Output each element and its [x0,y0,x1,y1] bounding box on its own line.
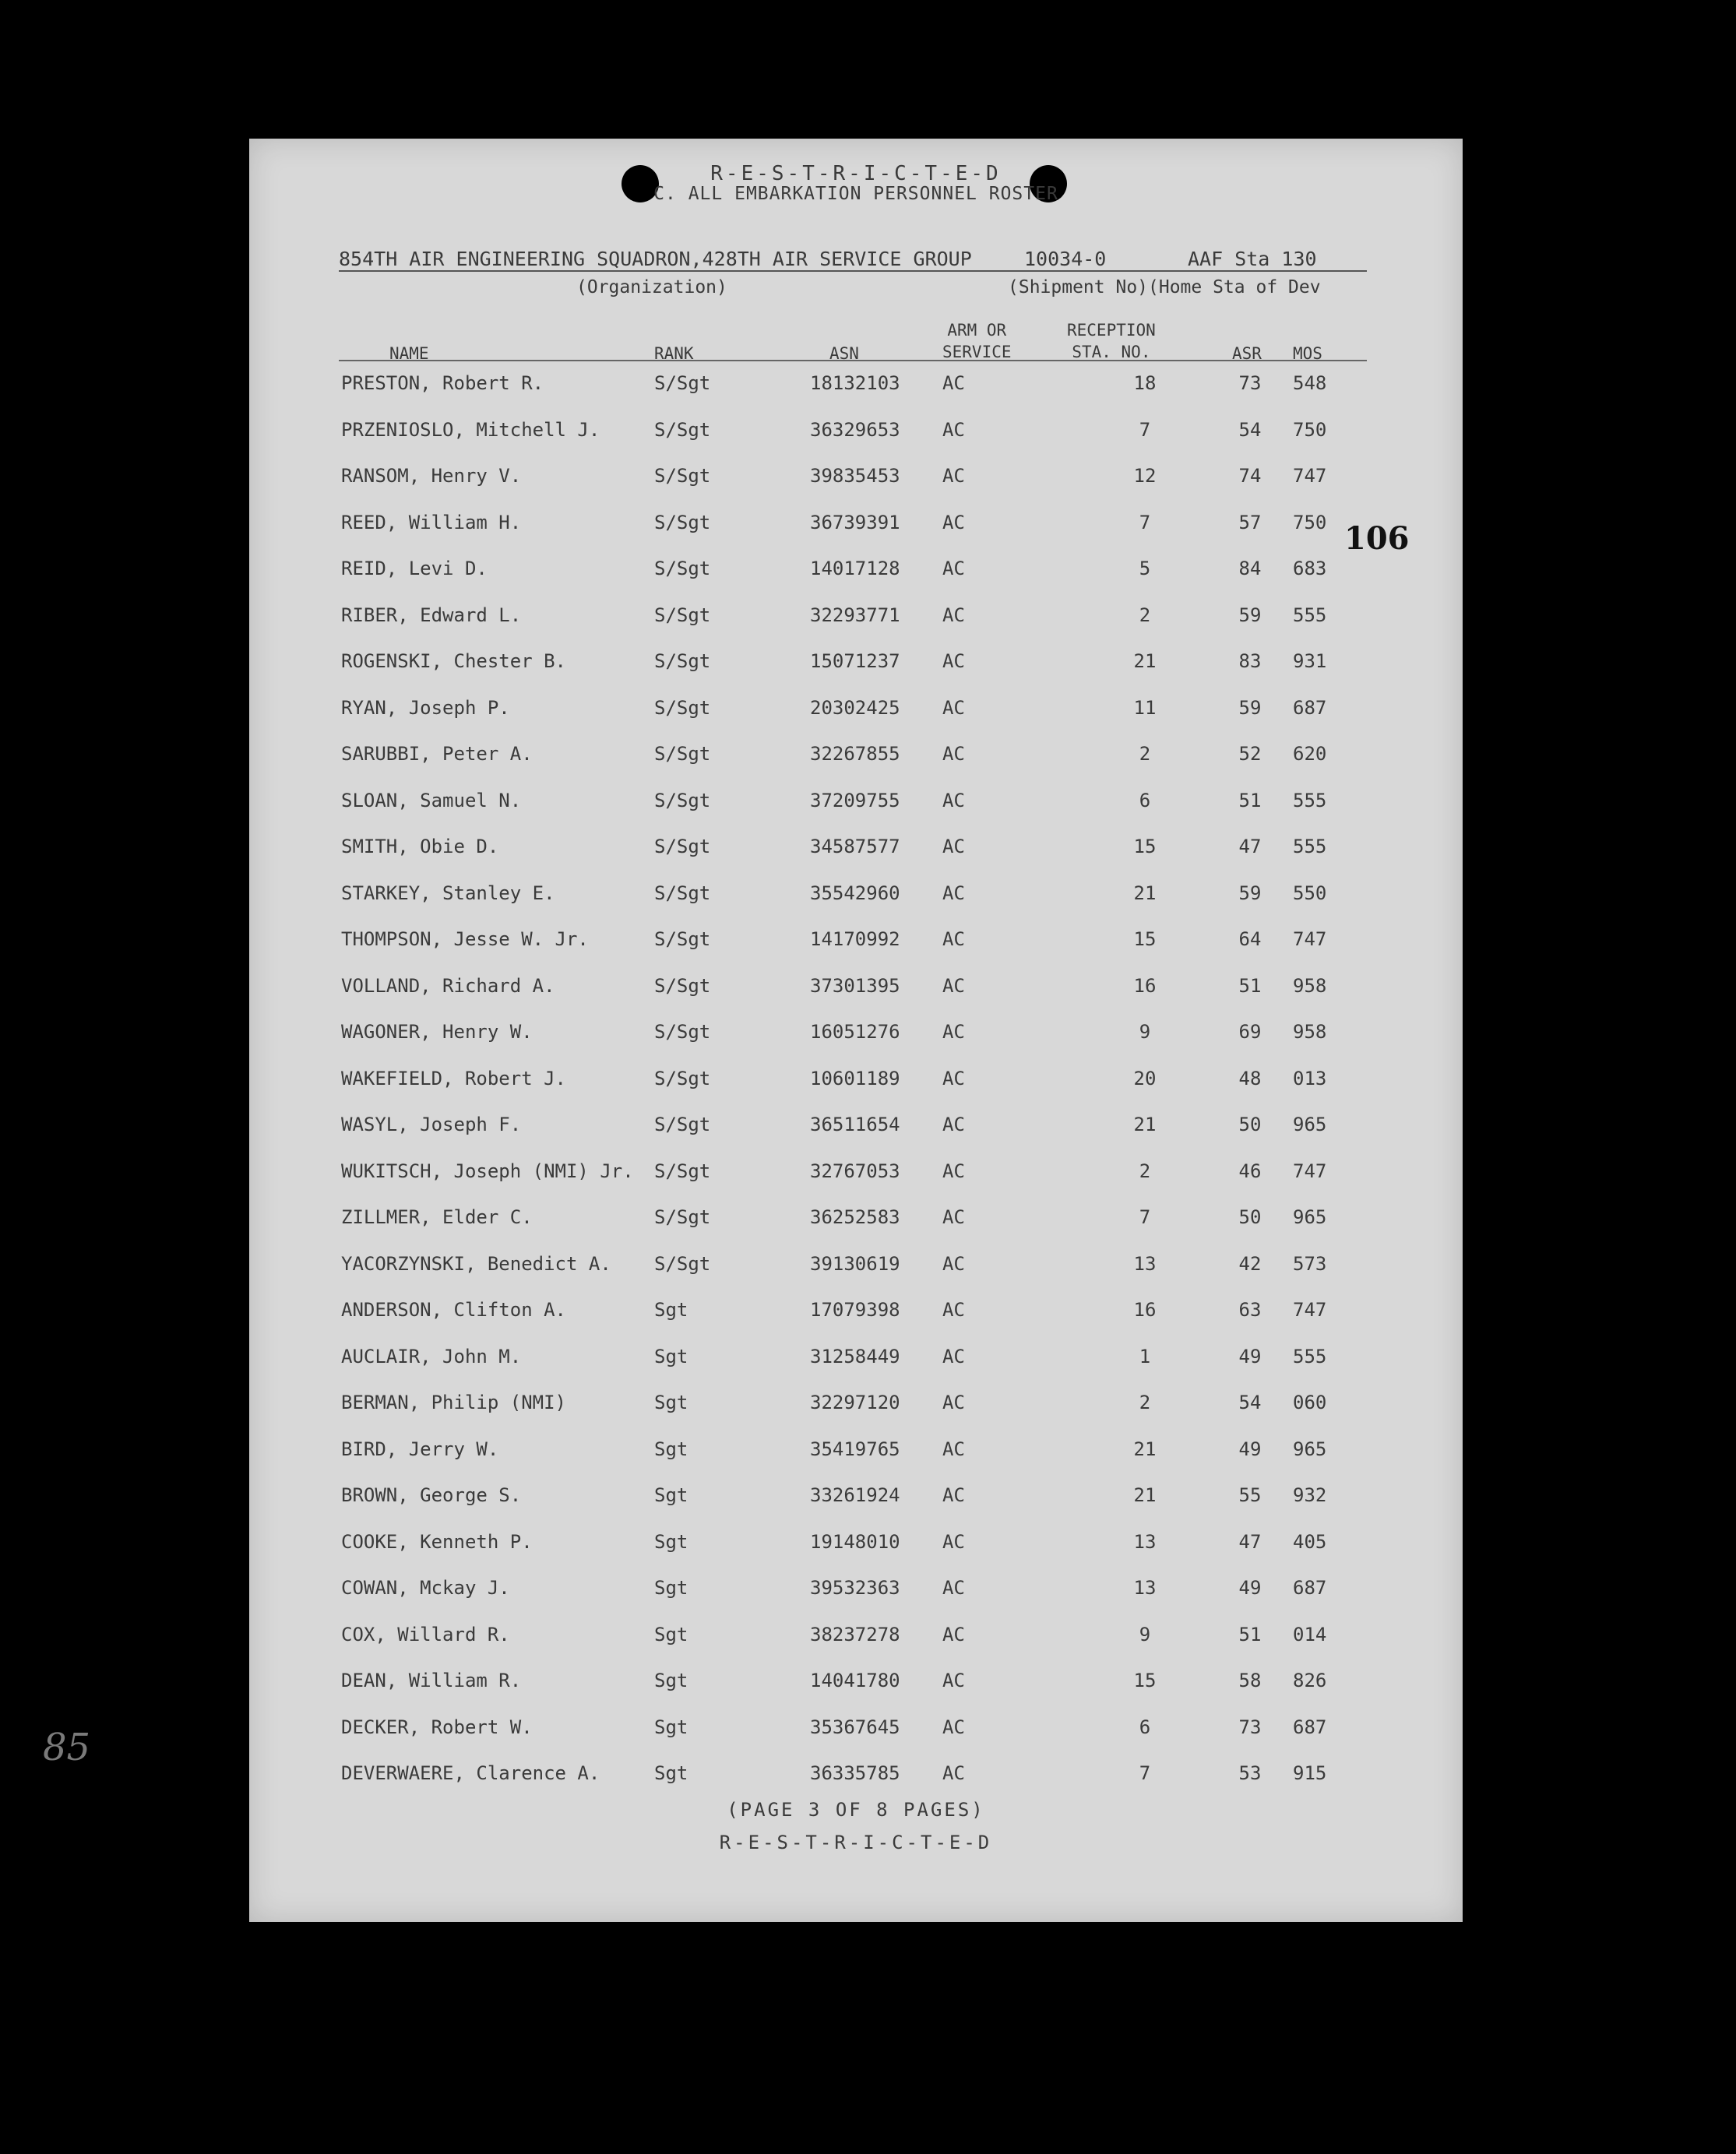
table-row [249,1484,1463,1515]
shipment-label: (Shipment No)(Home Sta of Dev [1008,277,1321,297]
cell-asn: 31258449 [810,1345,900,1367]
organization-label: (Organization) [576,277,727,297]
cell-asr: 48 [1238,1067,1262,1089]
cell-mos: 965 [1293,1206,1327,1228]
cell-recp: 15 [1133,1670,1157,1691]
cell-name: SMITH, Obie D. [341,836,499,857]
cell-arm: AC [942,1021,965,1043]
cell-asn: 35542960 [810,882,900,904]
cell-asr: 59 [1238,696,1262,719]
cell-asr: 84 [1238,558,1262,579]
roster-title: C. ALL EMBARKATION PERSONNEL ROSTER [653,184,1058,204]
cell-name: ZILLMER, Elder C. [341,1206,533,1228]
cell-arm: AC [942,1392,965,1413]
cell-asn: 39532363 [810,1577,900,1599]
cell-rank: Sgt [654,1762,688,1784]
cell-rank: S/Sgt [654,696,711,719]
cell-asn: 34587577 [810,836,900,857]
cell-arm: AC [942,1160,965,1182]
organization-name: 854TH AIR ENGINEERING SQUADRON,428TH AIR SERVICE GROUP [339,248,972,270]
cell-arm: AC [942,696,965,719]
cell-recp: 13 [1133,1530,1157,1553]
cell-arm: AC [942,882,965,904]
cell-asr: 73 [1238,372,1262,394]
cell-mos: 550 [1293,882,1327,904]
cell-asr: 49 [1238,1438,1262,1460]
cell-asn: 10601189 [810,1067,900,1089]
cell-arm: AC [942,418,965,441]
cell-recp: 2 [1139,1392,1151,1413]
cell-recp: 7 [1139,1762,1151,1784]
cell-arm: AC [942,558,965,579]
cell-mos: 965 [1293,1114,1327,1135]
cell-recp: 21 [1133,1438,1157,1460]
table-row [249,650,1463,681]
home-station: AAF Sta 130 [1188,248,1317,270]
cell-arm: AC [942,1577,965,1599]
cell-mos: 620 [1293,743,1327,765]
cell-arm: AC [942,465,965,487]
cell-asr: 51 [1238,974,1262,997]
cell-recp: 6 [1139,1716,1151,1738]
cell-asn: 32267855 [810,743,900,765]
cell-asn: 37301395 [810,974,900,997]
cell-arm: AC [942,1299,965,1321]
page-indicator: (PAGE 3 OF 8 PAGES) [727,1799,985,1821]
cell-asn: 39130619 [810,1252,900,1275]
cell-asr: 54 [1238,418,1262,441]
cell-asn: 14041780 [810,1670,900,1691]
cell-rank: Sgt [654,1530,688,1553]
cell-rank: Sgt [654,1716,688,1738]
cell-rank: Sgt [654,1670,688,1691]
cell-asr: 83 [1238,650,1262,672]
cell-mos: 750 [1293,418,1327,441]
cell-asr: 74 [1238,465,1262,487]
cell-arm: AC [942,1114,965,1135]
cell-arm: AC [942,650,965,672]
cell-mos: 687 [1293,696,1327,719]
cell-recp: 15 [1133,928,1157,950]
cell-recp: 13 [1133,1577,1157,1599]
cell-asn: 37209755 [810,789,900,811]
table-row [249,604,1463,635]
cell-asr: 64 [1238,928,1262,950]
cell-asn: 39835453 [810,465,900,487]
cell-mos: 687 [1293,1716,1327,1738]
cell-arm: AC [942,1252,965,1275]
cell-mos: 965 [1293,1438,1327,1460]
cell-name: REED, William H. [341,511,522,533]
cell-rank: S/Sgt [654,928,711,950]
table-row [249,1206,1463,1237]
cell-mos: 683 [1293,558,1327,579]
cell-mos: 555 [1293,789,1327,811]
table-row [249,743,1463,774]
cell-asn: 32293771 [810,604,900,626]
col-arm [942,319,1012,363]
cell-asn: 32767053 [810,1160,900,1182]
cell-mos: 931 [1293,650,1327,672]
cell-arm: AC [942,1623,965,1645]
table-row [249,512,1463,543]
cell-mos: 555 [1293,836,1327,857]
cell-recp: 21 [1133,1114,1157,1135]
cell-recp: 11 [1133,696,1157,719]
cell-name: SLOAN, Samuel N. [341,789,522,811]
cell-recp: 16 [1133,1299,1157,1321]
cell-name: WAGONER, Henry W. [341,1021,533,1043]
cell-rank: Sgt [654,1623,688,1645]
cell-recp: 13 [1133,1252,1157,1275]
cell-mos: 405 [1293,1530,1327,1553]
cell-name: WUKITSCH, Joseph (NMI) Jr. [341,1160,634,1182]
cell-name: WASYL, Joseph F. [341,1114,522,1135]
cell-rank: S/Sgt [654,974,711,997]
table-row [249,1577,1463,1608]
cell-asr: 73 [1238,1716,1262,1738]
col-asr: ASR [1232,344,1262,363]
cell-asn: 35367645 [810,1716,900,1738]
cell-mos: 932 [1293,1484,1327,1506]
shipment-number: 10034-0 [1024,248,1107,270]
cell-recp: 21 [1133,650,1157,672]
cell-arm: AC [942,1716,965,1738]
cell-mos: 958 [1293,1021,1327,1043]
cell-name: BIRD, Jerry W. [341,1438,499,1460]
cell-mos: 826 [1293,1670,1327,1691]
cell-name: PRESTON, Robert R. [341,372,544,394]
cell-asr: 53 [1238,1762,1262,1784]
cell-mos: 747 [1293,1160,1327,1182]
col-reception-line1: RECEPTION [1067,321,1156,340]
cell-recp: 7 [1139,511,1151,533]
cell-name: VOLLAND, Richard A. [341,974,555,997]
table-row [249,1299,1463,1330]
cell-name: STARKEY, Stanley E. [341,882,555,904]
cell-rank: S/Sgt [654,882,711,904]
table-row [249,558,1463,589]
cell-arm: AC [942,511,965,533]
cell-mos: 750 [1293,511,1327,533]
cell-arm: AC [942,1206,965,1228]
cell-mos: 915 [1293,1762,1327,1784]
cell-name: YACORZYNSKI, Benedict A. [341,1252,611,1275]
cell-name: RANSOM, Henry V. [341,465,522,487]
cell-recp: 7 [1139,1206,1151,1228]
table-row [249,1253,1463,1284]
cell-recp: 15 [1133,836,1157,857]
cell-name: ROGENSKI, Chester B. [341,650,566,672]
col-arm-line2: SERVICE [942,343,1012,361]
cell-rank: Sgt [654,1577,688,1599]
cell-arm: AC [942,1530,965,1553]
cell-mos: 014 [1293,1623,1327,1645]
cell-asn: 38237278 [810,1623,900,1645]
cell-mos: 747 [1293,465,1327,487]
table-row [249,1392,1463,1423]
cell-name: BROWN, George S. [341,1484,522,1506]
table-row [249,836,1463,867]
col-reception-line2: STA. NO. [1072,343,1151,361]
cell-asr: 51 [1238,1623,1262,1645]
restricted-footer: R-E-S-T-R-I-C-T-E-D [719,1832,993,1853]
cell-recp: 12 [1133,465,1157,487]
table-row [249,1531,1463,1562]
col-reception [1067,319,1156,363]
cell-arm: AC [942,1438,965,1460]
table-row [249,790,1463,821]
cell-name: DECKER, Robert W. [341,1716,533,1738]
cell-name: RIBER, Edward L. [341,604,522,626]
cell-arm: AC [942,928,965,950]
table-row [249,1068,1463,1099]
table-row [249,1624,1463,1655]
cell-mos: 548 [1293,372,1327,394]
cell-asn: 20302425 [810,696,900,719]
cell-name: COX, Willard R. [341,1623,510,1645]
table-row [249,1346,1463,1377]
table-row [249,465,1463,496]
cell-rank: S/Sgt [654,465,711,487]
table-row [249,1438,1463,1469]
cell-asr: 63 [1238,1299,1262,1321]
cell-arm: AC [942,604,965,626]
cell-arm: AC [942,789,965,811]
cell-recp: 6 [1139,789,1151,811]
column-rule [339,360,1367,361]
cell-rank: S/Sgt [654,650,711,672]
table-row [249,1160,1463,1191]
cell-arm: AC [942,743,965,765]
cell-recp: 18 [1133,372,1157,394]
cell-asn: 36511654 [810,1114,900,1135]
table-row [249,1670,1463,1701]
cell-asn: 36329653 [810,418,900,441]
cell-asr: 57 [1238,511,1262,533]
cell-asn: 15071237 [810,650,900,672]
cell-mos: 060 [1293,1392,1327,1413]
cell-rank: S/Sgt [654,1252,711,1275]
cell-rank: S/Sgt [654,604,711,626]
cell-arm: AC [942,1484,965,1506]
cell-asr: 50 [1238,1114,1262,1135]
cell-name: DEAN, William R. [341,1670,522,1691]
cell-recp: 9 [1139,1021,1151,1043]
cell-name: DEVERWAERE, Clarence A. [341,1762,600,1784]
cell-name: WAKEFIELD, Robert J. [341,1067,566,1089]
cell-asr: 49 [1238,1577,1262,1599]
table-row [249,697,1463,728]
cell-arm: AC [942,1067,965,1089]
cell-recp: 16 [1133,974,1157,997]
cell-rank: S/Sgt [654,789,711,811]
cell-arm: AC [942,372,965,394]
cell-name: AUCLAIR, John M. [341,1345,522,1367]
col-mos: MOS [1293,344,1322,363]
cell-asn: 14170992 [810,928,900,950]
cell-recp: 5 [1139,558,1151,579]
cell-rank: Sgt [654,1392,688,1413]
cell-recp: 9 [1139,1623,1151,1645]
cell-recp: 2 [1139,743,1151,765]
cell-asn: 36252583 [810,1206,900,1228]
cell-asr: 50 [1238,1206,1262,1228]
cell-mos: 747 [1293,928,1327,950]
cell-rank: S/Sgt [654,836,711,857]
organization-line [339,248,1367,272]
table-row [249,419,1463,450]
cell-rank: S/Sgt [654,1206,711,1228]
cell-asr: 51 [1238,789,1262,811]
cell-rank: S/Sgt [654,558,711,579]
cell-asr: 59 [1238,882,1262,904]
cell-asr: 58 [1238,1670,1262,1691]
table-row [249,1716,1463,1747]
cell-recp: 2 [1139,1160,1151,1182]
table-row [249,882,1463,913]
handwritten-number: 85 [43,1726,91,1769]
table-row [249,975,1463,1006]
cell-name: BERMAN, Philip (NMI) [341,1392,566,1413]
roster-page [249,139,1463,1922]
cell-asr: 52 [1238,743,1262,765]
cell-mos: 958 [1293,974,1327,997]
cell-mos: 747 [1293,1299,1327,1321]
cell-rank: Sgt [654,1484,688,1506]
cell-rank: S/Sgt [654,1021,711,1043]
table-row [249,1114,1463,1145]
cell-name: COWAN, Mckay J. [341,1577,510,1599]
cell-recp: 2 [1139,604,1151,626]
cell-mos: 555 [1293,1345,1327,1367]
cell-asn: 33261924 [810,1484,900,1506]
col-rank: RANK [654,344,694,363]
table-row [249,1762,1463,1793]
cell-rank: S/Sgt [654,418,711,441]
table-row [249,928,1463,959]
cell-name: SARUBBI, Peter A. [341,743,533,765]
cell-recp: 21 [1133,882,1157,904]
cell-recp: 7 [1139,418,1151,441]
cell-mos: 573 [1293,1252,1327,1275]
cell-rank: S/Sgt [654,1067,711,1089]
cell-rank: Sgt [654,1345,688,1367]
col-name: NAME [389,344,429,363]
cell-rank: S/Sgt [654,743,711,765]
cell-asr: 55 [1238,1484,1262,1506]
restricted-header: R-E-S-T-R-I-C-T-E-D [710,162,1002,185]
cell-rank: Sgt [654,1438,688,1460]
cell-asn: 19148010 [810,1530,900,1553]
cell-rank: S/Sgt [654,1114,711,1135]
cell-arm: AC [942,1345,965,1367]
cell-name: THOMPSON, Jesse W. Jr. [341,928,589,950]
page-stamp-number: 106 [1344,520,1410,557]
cell-asr: 54 [1238,1392,1262,1413]
table-row [249,1021,1463,1052]
cell-mos: 555 [1293,604,1327,626]
cell-asn: 14017128 [810,558,900,579]
cell-asn: 35419765 [810,1438,900,1460]
cell-mos: 013 [1293,1067,1327,1089]
cell-recp: 20 [1133,1067,1157,1089]
cell-asr: 42 [1238,1252,1262,1275]
cell-name: PRZENIOSLO, Mitchell J. [341,418,600,441]
cell-name: ANDERSON, Clifton A. [341,1299,566,1321]
cell-asn: 16051276 [810,1021,900,1043]
cell-arm: AC [942,1762,965,1784]
cell-arm: AC [942,836,965,857]
col-arm-line1: ARM OR [947,321,1007,340]
cell-rank: Sgt [654,1299,688,1321]
cell-asn: 36739391 [810,511,900,533]
cell-asn: 32297120 [810,1392,900,1413]
cell-name: COOKE, Kenneth P. [341,1530,533,1553]
cell-asr: 47 [1238,1530,1262,1553]
cell-arm: AC [942,974,965,997]
cell-rank: S/Sgt [654,372,711,394]
cell-asr: 69 [1238,1021,1262,1043]
cell-name: REID, Levi D. [341,558,488,579]
cell-asn: 36335785 [810,1762,900,1784]
cell-asr: 47 [1238,836,1262,857]
cell-arm: AC [942,1670,965,1691]
cell-asr: 59 [1238,604,1262,626]
cell-asr: 46 [1238,1160,1262,1182]
cell-rank: S/Sgt [654,1160,711,1182]
cell-asn: 18132103 [810,372,900,394]
cell-asn: 17079398 [810,1299,900,1321]
cell-asr: 49 [1238,1345,1262,1367]
cell-name: RYAN, Joseph P. [341,696,510,719]
cell-recp: 21 [1133,1484,1157,1506]
cell-recp: 1 [1139,1345,1151,1367]
col-asn: ASN [829,344,859,363]
cell-mos: 687 [1293,1577,1327,1599]
cell-rank: S/Sgt [654,511,711,533]
table-row [249,372,1463,403]
